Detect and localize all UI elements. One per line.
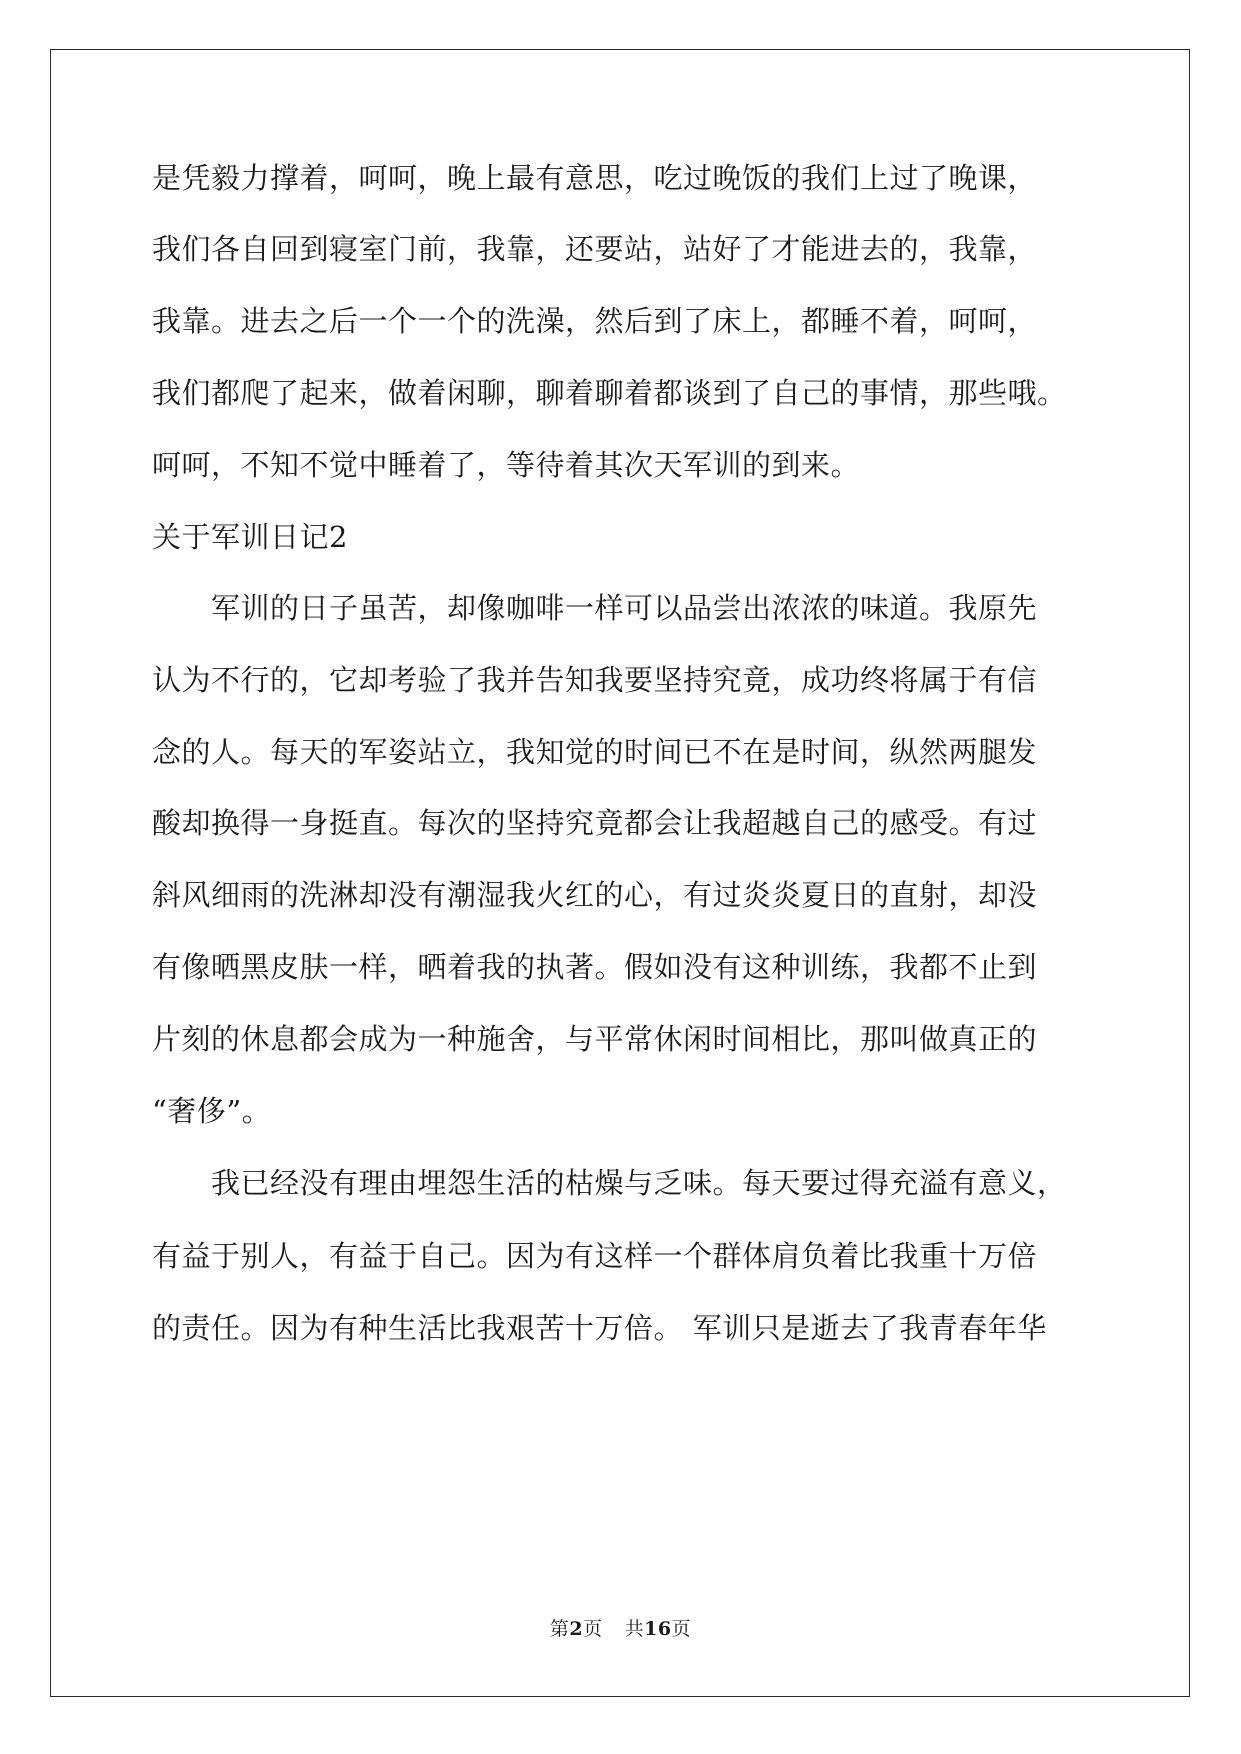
- text-line: 有益于别人，有益于自己。因为有这样一个群体肩负着比我重十万倍: [152, 1239, 1038, 1273]
- text-line: “奢侈”。: [152, 1094, 272, 1128]
- page-number: [550, 1618, 603, 1640]
- text-line: 斜风细雨的洗淋却没有潮湿我火红的心，有过炎炎夏日的直射，却没: [152, 878, 1038, 912]
- page-footer: [0, 1617, 1241, 1641]
- text-line: 我们各自回到寝室门前，我靠，还要站，站好了才能进去的，我靠，: [152, 232, 1038, 266]
- section-heading: 关于军训日记2: [152, 520, 348, 554]
- total-suffix: 页: [671, 1618, 692, 1640]
- text-line: 片刻的休息都会成为一种施舍，与平常休闲时间相比，那叫做真正的: [152, 1022, 1038, 1056]
- text-line: 是凭毅力撑着，呵呵，晚上最有意思，吃过晚饭的我们上过了晚课，: [152, 161, 1038, 195]
- text-line: 念的人。每天的军姿站立，我知觉的时间已不在是时间，纵然两腿发: [152, 735, 1038, 769]
- text-line: 我已经没有理由埋怨生活的枯燥与乏味。每天要过得充溢有意义，: [211, 1166, 1067, 1200]
- text-line: 认为不行的，它却考验了我并告知我要坚持究竟，成功终将属于有信: [152, 663, 1038, 697]
- text-line: 的责任。因为有种生活比我艰苦十万倍。 军训只是逝去了我青春年华: [152, 1311, 1047, 1345]
- page-suffix: 页: [583, 1618, 603, 1640]
- page-prefix: 第: [549, 1618, 570, 1640]
- text-line: 我们都爬了起来，做着闲聊，聊着聊着都谈到了自己的事情，那些哦。: [152, 376, 1067, 410]
- page-total: [625, 1618, 691, 1640]
- total-count: 16: [644, 1618, 672, 1640]
- text-line: 呵呵，不知不觉中睡着了，等待着其次天军训的到来。: [152, 448, 861, 482]
- text-line: 有像晒黑皮肤一样，晒着我的执著。假如没有这种训练，我都不止到: [152, 950, 1038, 984]
- page-current: 2: [569, 1618, 584, 1640]
- text-line: 我靠。进去之后一个一个的洗澡，然后到了床上，都睡不着，呵呵，: [152, 304, 1038, 338]
- text-line: 军训的日子虽苦，却像咖啡一样可以品尝出浓浓的味道。我原先: [211, 591, 1038, 625]
- text-line: 酸却换得一身挺直。每次的坚持究竟都会让我超越自己的感受。有过: [152, 806, 1038, 840]
- page-border: [50, 49, 1190, 1697]
- total-prefix: 共: [624, 1618, 645, 1640]
